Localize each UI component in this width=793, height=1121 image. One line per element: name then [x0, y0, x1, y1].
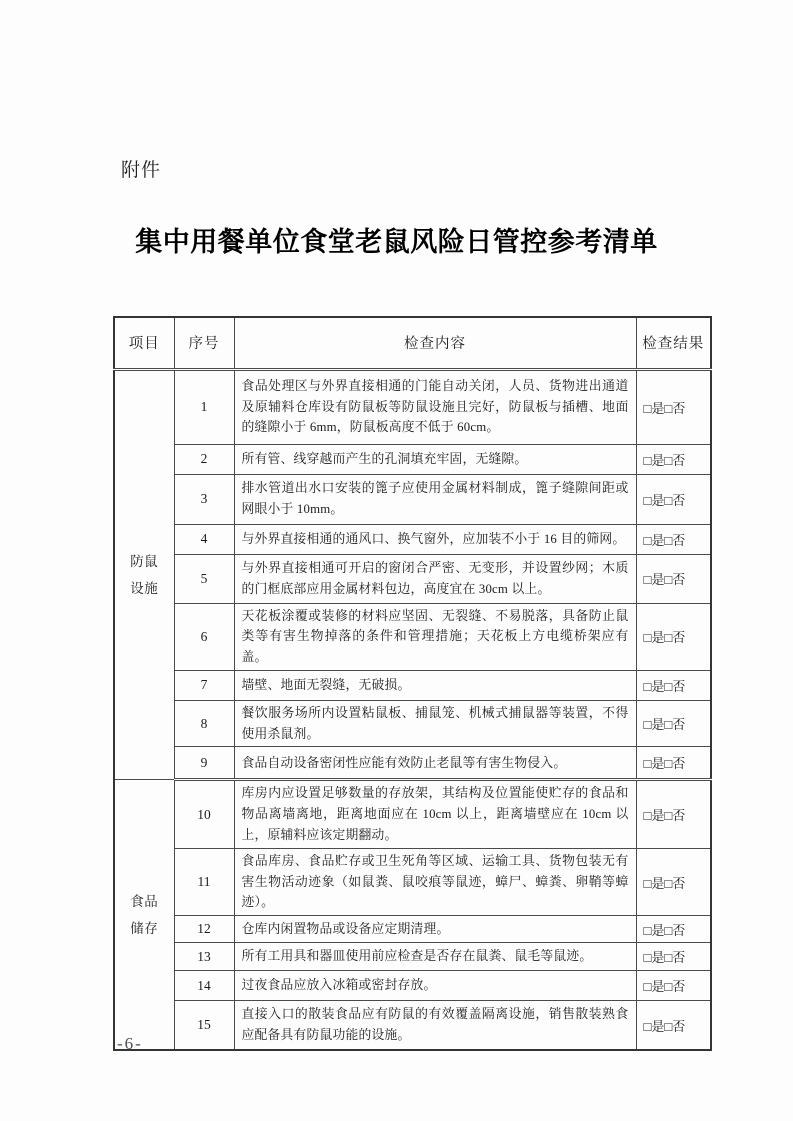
checkbox-no[interactable]: □否 [664, 630, 686, 646]
row-number: 14 [174, 971, 234, 1001]
checkbox-yes[interactable]: □是 [643, 532, 665, 548]
row-content: 排水管道出水口安装的篦子应使用金属材料制成，篦子缝隙间距或网眼小于 10mm。 [234, 474, 636, 524]
checkbox-no[interactable]: □否 [664, 979, 686, 995]
column-header-number: 序号 [174, 317, 234, 369]
checkbox-no[interactable]: □否 [664, 492, 686, 508]
checkbox-yes[interactable]: □是 [643, 950, 665, 966]
checkbox-yes[interactable]: □是 [643, 678, 665, 694]
checkbox-yes[interactable]: □是 [643, 717, 665, 733]
row-result [636, 848, 711, 915]
table-header-row [114, 317, 711, 369]
row-content: 直接入口的散装食品应有防鼠的有效覆盖隔离设施，销售散装熟食应配备具有防鼠功能的设施。 [234, 1001, 636, 1050]
row-number: 15 [174, 1001, 234, 1050]
checkbox-yes[interactable]: □是 [643, 572, 665, 587]
table-row [114, 848, 711, 915]
checkbox-no[interactable]: □否 [664, 950, 686, 966]
row-result [636, 971, 711, 1001]
table-row [114, 916, 711, 943]
checkbox-yes[interactable]: □是 [643, 492, 665, 508]
checkbox-yes[interactable]: □是 [643, 875, 665, 891]
row-number: 6 [174, 603, 234, 670]
row-content: 所有管、线穿越而产生的孔洞填充牢固，无缝隙。 [234, 444, 636, 474]
column-header-item: 项目 [114, 317, 174, 369]
page-title: 集中用餐单位食堂老鼠风险日管控参考清单 [135, 227, 658, 257]
table-row [114, 444, 711, 474]
row-number: 12 [174, 916, 234, 943]
checkbox-yes[interactable]: □是 [643, 452, 665, 468]
table-row [114, 369, 711, 444]
table-row [114, 670, 711, 700]
row-content: 与外界直接相通的通风口、换气窗外，应加装不小于 16 目的筛网。 [234, 524, 636, 554]
row-number: 2 [174, 444, 234, 474]
checkbox-yes[interactable]: □是 [643, 756, 665, 772]
group-label-food-storage: 食品储存 [114, 780, 174, 1050]
table-row [114, 1001, 711, 1050]
checkbox-no[interactable]: □否 [664, 1018, 686, 1034]
checkbox-yes[interactable]: □是 [643, 630, 665, 646]
row-result [636, 943, 711, 971]
table-row [114, 524, 711, 554]
row-content: 墙壁、地面无裂缝，无破损。 [234, 670, 636, 700]
row-content: 天花板涂覆或装修的材料应坚固、无裂缝、不易脱落，具备防止鼠类等有害生物掉落的条件和管理措施；天花板上方电缆桥架应有盖。 [234, 603, 636, 670]
column-header-result: 检查结果 [636, 317, 711, 369]
row-content: 库房内应设置足够数量的存放架，其结构及位置能使贮存的食品和物品离墙离地，距离地面应在 10cm 以上，距离墙壁应在 10cm 以上，原辅料应该定期翻动。 [234, 780, 636, 848]
attachment-label: 附件 [121, 160, 162, 181]
checkbox-no[interactable]: □否 [664, 532, 686, 548]
row-content: 食品处理区与外界直接相通的门能自动关闭，人员、货物进出通道及原辅料仓库设有防鼠板等防鼠设施且完好，防鼠板与插槽、地面的缝隙小于 6mm，防鼠板高度不低于 60cm。 [234, 369, 636, 444]
row-content: 所有工用具和器皿使用前应检查是否存在鼠粪、鼠毛等鼠迹。 [234, 943, 636, 971]
table-row [114, 474, 711, 524]
checkbox-no[interactable]: □否 [664, 452, 686, 468]
row-content: 仓库内闲置物品或设备应定期清理。 [234, 916, 636, 943]
checkbox-no[interactable]: □否 [664, 808, 686, 824]
checkbox-no[interactable]: □否 [664, 756, 686, 772]
row-number: 4 [174, 524, 234, 554]
row-result [636, 747, 711, 780]
table-row [114, 554, 711, 603]
group-label-rodent-proofing: 防鼠设施 [114, 369, 174, 780]
row-number: 3 [174, 474, 234, 524]
checklist-table [113, 316, 712, 1051]
table-row [114, 700, 711, 747]
table-row [114, 603, 711, 670]
column-header-content: 检查内容 [234, 317, 636, 369]
checkbox-no[interactable]: □否 [664, 875, 686, 891]
row-result [636, 670, 711, 700]
row-content: 食品库房、食品贮存或卫生死角等区域、运输工具、货物包装无有害生物活动迹象（如鼠粪、鼠咬痕等鼠迹，蟑尸、蟑粪、卵鞘等蟑迹）。 [234, 848, 636, 915]
checkbox-no[interactable]: □否 [664, 572, 686, 587]
row-number: 8 [174, 700, 234, 747]
checkbox-no[interactable]: □否 [664, 717, 686, 733]
row-result [636, 444, 711, 474]
row-content: 过夜食品应放入冰箱或密封存放。 [234, 971, 636, 1001]
row-number: 13 [174, 943, 234, 971]
row-content: 与外界直接相通可开启的窗闭合严密、无变形，并设置纱网；木质的门框底部应用金属材料包边，高度宜在 30cm 以上。 [234, 554, 636, 603]
checkbox-no[interactable]: □否 [664, 400, 686, 416]
checkbox-yes[interactable]: □是 [643, 400, 665, 416]
page-number: -6- [117, 1034, 143, 1053]
checkbox-yes[interactable]: □是 [643, 808, 665, 824]
row-result [636, 369, 711, 444]
row-result [636, 700, 711, 747]
row-result [636, 524, 711, 554]
table-row [114, 943, 711, 971]
checkbox-no[interactable]: □否 [664, 922, 686, 938]
row-number: 10 [174, 780, 234, 848]
row-number: 5 [174, 554, 234, 603]
row-number: 7 [174, 670, 234, 700]
row-result [636, 916, 711, 943]
row-result [636, 603, 711, 670]
row-result [636, 554, 711, 603]
checkbox-yes[interactable]: □是 [643, 922, 665, 938]
table-row [114, 780, 711, 848]
checkbox-yes[interactable]: □是 [643, 1018, 665, 1034]
row-result [636, 780, 711, 848]
row-content: 餐饮服务场所内设置粘鼠板、捕鼠笼、机械式捕鼠器等装置，不得使用杀鼠剂。 [234, 700, 636, 747]
row-result [636, 1001, 711, 1050]
table-row [114, 971, 711, 1001]
row-number: 9 [174, 747, 234, 780]
row-number: 11 [174, 848, 234, 915]
table-row [114, 747, 711, 780]
row-content: 食品自动设备密闭性应能有效防止老鼠等有害生物侵入。 [234, 747, 636, 780]
row-result [636, 474, 711, 524]
checkbox-yes[interactable]: □是 [643, 979, 665, 995]
checkbox-no[interactable]: □否 [664, 678, 686, 694]
row-number: 1 [174, 369, 234, 444]
